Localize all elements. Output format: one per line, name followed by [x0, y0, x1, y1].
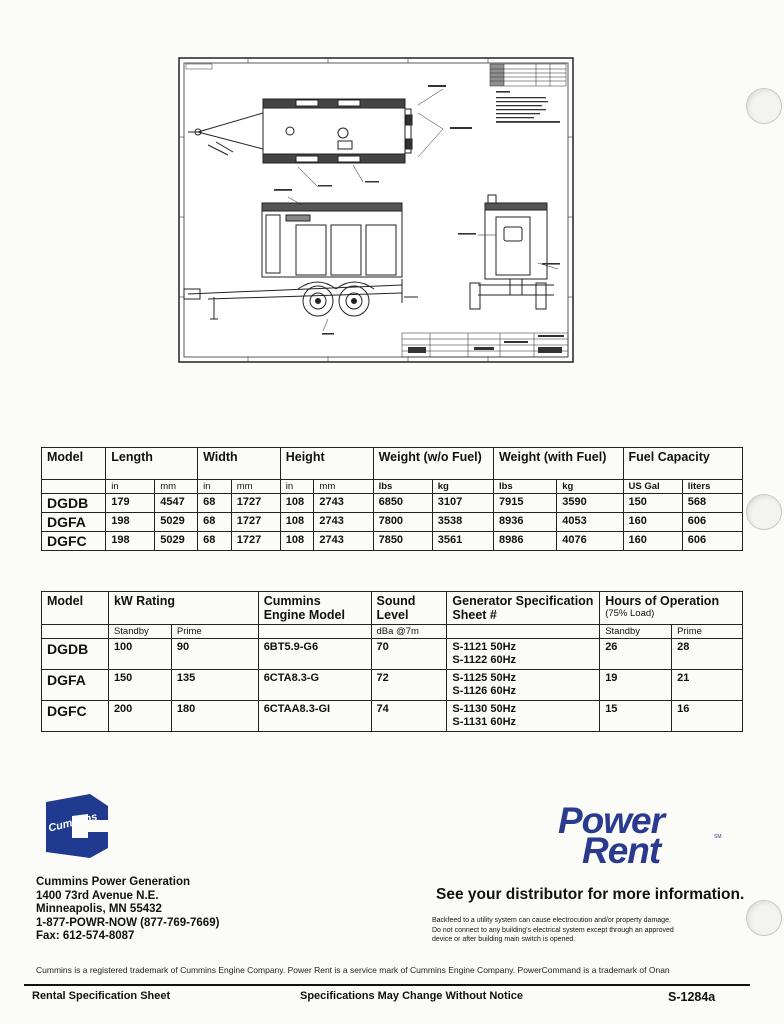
header-length: Length: [106, 448, 198, 480]
unit-cell: in: [280, 480, 314, 494]
value-cell: 26: [600, 639, 672, 670]
unit-cell: kg: [557, 480, 623, 494]
value-cell: 8986: [493, 532, 556, 551]
header-fuel-capacity: Fuel Capacity: [623, 448, 742, 480]
value-cell: 1727: [231, 513, 280, 532]
value-cell: 74: [371, 701, 447, 732]
value-cell: 6850: [373, 494, 432, 513]
table-row: [42, 701, 743, 732]
unit-cell: kg: [432, 480, 493, 494]
value-cell: 3107: [432, 494, 493, 513]
unit-cell: [42, 480, 106, 494]
model-cell: DGFC: [42, 532, 106, 551]
value-cell: 7915: [493, 494, 556, 513]
unit-cell: mm: [155, 480, 198, 494]
unit-cell: mm: [314, 480, 373, 494]
gen-spec-50hz: S-1121 50Hz: [452, 641, 517, 653]
value-cell: 160: [623, 513, 682, 532]
value-cell: 2743: [314, 532, 373, 551]
trailer-technical-drawing: [178, 57, 574, 363]
unit-cell: Prime: [171, 625, 258, 639]
value-cell: 108: [280, 513, 314, 532]
value-cell: 5029: [155, 513, 198, 532]
hours-title: Hours of Operation: [605, 594, 720, 608]
value-cell: 1727: [231, 532, 280, 551]
table-row: [42, 494, 743, 513]
footer-document-number: S-1284a: [668, 990, 716, 1004]
distributor-message: See your distributor for more information.: [436, 886, 745, 903]
binder-hole: [746, 900, 782, 936]
value-cell: 108: [280, 532, 314, 551]
company-address-line1: 1400 73rd Avenue N.E.: [36, 889, 159, 902]
value-cell: [447, 670, 600, 701]
table-row: [42, 670, 743, 701]
unit-cell: [258, 625, 371, 639]
value-cell: 68: [198, 532, 232, 551]
header-width: Width: [198, 448, 281, 480]
value-cell: 198: [106, 532, 155, 551]
gen-spec-60hz: S-1122 60Hz: [452, 654, 517, 666]
header-kw-rating: kW Rating: [108, 592, 258, 625]
value-cell: 6CTA8.3-G: [258, 670, 371, 701]
header-hours-operation: [600, 592, 743, 625]
company-phone: 1-877-POWR-NOW (877-769-7669): [36, 916, 220, 929]
gen-spec-50hz: S-1130 50Hz: [452, 703, 517, 715]
footer-document-type: Rental Specification Sheet: [32, 990, 171, 1002]
value-cell: 6CTAA8.3-GI: [258, 701, 371, 732]
unit-cell: Standby: [108, 625, 171, 639]
trademark-notice: Cummins is a registered trademark of Cummins Engine Company. Power Rent is a service mark of Cummins Engine Company. PowerCommand is a trademark of Onan: [36, 965, 670, 975]
value-cell: 108: [280, 494, 314, 513]
model-cell: DGFA: [42, 670, 109, 701]
value-cell: 160: [623, 532, 682, 551]
header-height: Height: [280, 448, 373, 480]
unit-cell: Standby: [600, 625, 672, 639]
footer-divider: [24, 984, 750, 986]
header-model: Model: [42, 592, 109, 625]
power-rent-logo: [554, 800, 724, 871]
value-cell: 7850: [373, 532, 432, 551]
unit-cell: US Gal: [623, 480, 682, 494]
footer-notice: Specifications May Change Without Notice: [300, 990, 523, 1002]
table-row: [42, 513, 743, 532]
company-address: [36, 876, 219, 944]
gen-spec-60hz: S-1131 60Hz: [452, 716, 517, 728]
header-sound-level: Sound Level: [371, 592, 447, 625]
company-fax: Fax: 612-574-8087: [36, 930, 135, 942]
header-model: Model: [42, 448, 106, 480]
value-cell: 90: [171, 639, 258, 670]
value-cell: 4053: [557, 513, 623, 532]
dimensions-table: [41, 447, 743, 551]
value-cell: 606: [682, 513, 742, 532]
power-rent-logo-line1: Power: [558, 800, 665, 841]
value-cell: 4076: [557, 532, 623, 551]
ratings-table: [41, 591, 743, 732]
unit-cell: dBa @7m: [371, 625, 447, 639]
warning-line1: Backfeed to a utility system can cause electrocution and/or property damage.: [432, 917, 671, 924]
warning-line3: device or after building main switch is opened.: [432, 936, 576, 943]
value-cell: 3538: [432, 513, 493, 532]
value-cell: 72: [371, 670, 447, 701]
model-cell: DGDB: [42, 639, 109, 670]
unit-cell: liters: [682, 480, 742, 494]
service-mark: SM: [714, 834, 722, 840]
cummins-logo: [38, 794, 110, 858]
value-cell: 198: [106, 513, 155, 532]
model-cell: DGDB: [42, 494, 106, 513]
backfeed-warning: [432, 916, 732, 945]
model-cell: DGFA: [42, 513, 106, 532]
value-cell: [447, 701, 600, 732]
warning-line2: Do not connect to any building's electrical system except through an approved: [432, 926, 674, 934]
value-cell: 200: [108, 701, 171, 732]
table-row: [42, 639, 743, 670]
value-cell: 68: [198, 494, 232, 513]
value-cell: 70: [371, 639, 447, 670]
value-cell: 2743: [314, 494, 373, 513]
value-cell: 150: [623, 494, 682, 513]
cummins-logo-text: Cummins: [47, 810, 99, 835]
value-cell: 135: [171, 670, 258, 701]
gen-spec-60hz: S-1126 60Hz: [452, 685, 517, 697]
unit-cell: [447, 625, 600, 639]
value-cell: 68: [198, 513, 232, 532]
value-cell: 1727: [231, 494, 280, 513]
unit-cell: in: [198, 480, 232, 494]
value-cell: [447, 639, 600, 670]
company-name: Cummins Power Generation: [36, 876, 191, 888]
value-cell: 7800: [373, 513, 432, 532]
header-weight-fuel: Weight (with Fuel): [493, 448, 623, 480]
gen-spec-50hz: S-1125 50Hz: [452, 672, 517, 684]
value-cell: 19: [600, 670, 672, 701]
value-cell: 606: [682, 532, 742, 551]
header-generator-spec: Generator Specification Sheet #: [447, 592, 600, 625]
value-cell: 179: [106, 494, 155, 513]
value-cell: 4547: [155, 494, 198, 513]
header-engine-model: Cummins Engine Model: [258, 592, 371, 625]
unit-cell: lbs: [373, 480, 432, 494]
power-rent-logo-line2: Rent: [582, 830, 661, 871]
binder-hole: [746, 494, 782, 530]
value-cell: 16: [672, 701, 743, 732]
value-cell: 3590: [557, 494, 623, 513]
unit-cell: in: [106, 480, 155, 494]
value-cell: 2743: [314, 513, 373, 532]
model-cell: DGFC: [42, 701, 109, 732]
unit-cell: [42, 625, 109, 639]
value-cell: 21: [672, 670, 743, 701]
unit-cell: mm: [231, 480, 280, 494]
header-weight-no-fuel: Weight (w/o Fuel): [373, 448, 493, 480]
table-row: [42, 532, 743, 551]
unit-cell: Prime: [672, 625, 743, 639]
binder-hole: [746, 88, 782, 124]
value-cell: 100: [108, 639, 171, 670]
value-cell: 3561: [432, 532, 493, 551]
value-cell: 180: [171, 701, 258, 732]
company-address-line2: Minneapolis, MN 55432: [36, 903, 162, 915]
value-cell: 6BT5.9-G6: [258, 639, 371, 670]
value-cell: 28: [672, 639, 743, 670]
value-cell: 568: [682, 494, 742, 513]
hours-note: (75% Load): [605, 608, 655, 619]
value-cell: 8936: [493, 513, 556, 532]
unit-cell: lbs: [493, 480, 556, 494]
value-cell: 15: [600, 701, 672, 732]
value-cell: 150: [108, 670, 171, 701]
value-cell: 5029: [155, 532, 198, 551]
